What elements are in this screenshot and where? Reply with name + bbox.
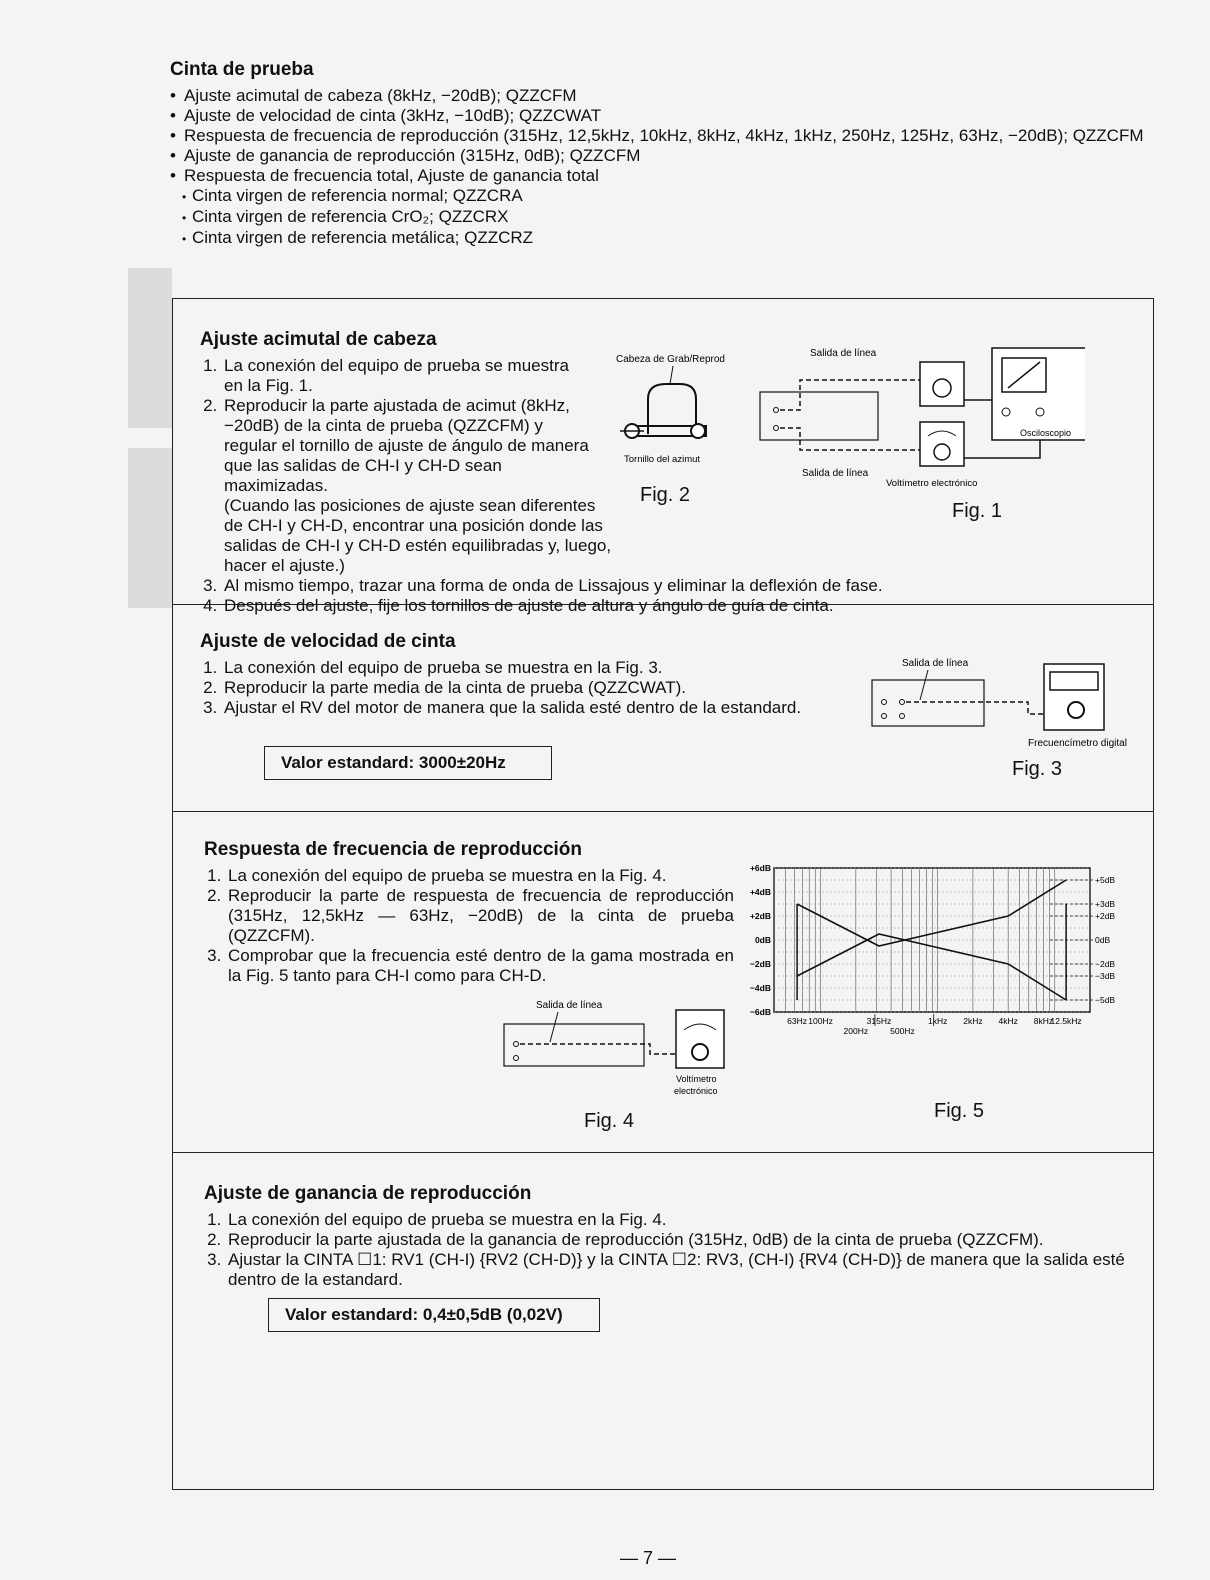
y-right-tick-label: 0dB	[1095, 935, 1111, 945]
y-right-tick-label: +3dB	[1095, 899, 1116, 909]
jack-icon	[774, 408, 779, 413]
x-tick-label: 500Hz	[890, 1026, 915, 1036]
sub-list-item: • Cinta virgen de referencia normal; QZZCRA	[170, 186, 1150, 207]
step: 1. La conexión del equipo de prueba se muestra en la Fig. 3.	[222, 658, 850, 678]
y-tick-label: +4dB	[749, 887, 771, 897]
y-tick-label: −6dB	[749, 1007, 771, 1017]
y-tick-label: −2dB	[749, 959, 771, 969]
fig5-frequency-chart	[736, 862, 1136, 1058]
list-item: • Respuesta de frecuencia de reproducción (315Hz, 12,5kHz, 10kHz, 8kHz, 4kHz, 1kHz, 250Hz, 125Hz, 63Hz, −20dB); QZZCFM	[170, 126, 1150, 146]
x-tick-label: 100Hz	[808, 1016, 833, 1026]
test-tapes-list	[170, 86, 1150, 249]
fig3-counter: Frecuencímetro digital	[1028, 738, 1127, 749]
speed-steps	[200, 658, 850, 718]
fig2-head-diagram	[608, 344, 738, 474]
fig1-oscilloscope: Osciloscopio	[1020, 428, 1072, 438]
y-right-tick-label: −3dB	[1095, 971, 1116, 981]
jack-icon	[514, 1042, 519, 1047]
fig2-label: Fig. 2	[640, 484, 691, 506]
step: 3. Ajustar la CINTA ☐1: RV1 (CH-I) {RV2 (CH-D)} y la CINTA ☐2: RV3, (CH-I) {RV4 (CH-D)} de manera que la salida esté dentro de la estandard.	[226, 1250, 1144, 1290]
fig4-line-out: Salida de línea	[536, 1000, 603, 1011]
series-line	[797, 934, 1066, 1000]
x-tick-label: 1kHz	[927, 1016, 948, 1026]
x-tick-label: 2kHz	[963, 1016, 983, 1026]
test-tapes-title: Cinta de prueba	[170, 59, 314, 80]
speed-standard-box: Valor estandard: 3000±20Hz	[264, 746, 552, 780]
x-tick-label: 12.5kHz	[1050, 1016, 1082, 1026]
speed-title: Ajuste de velocidad de cinta	[200, 631, 456, 652]
step: 2. Reproducir la parte de respuesta de frecuencia de reproducción (315Hz, 12,5kHz — 63Hz, −20dB) de la cinta de prueba (QZZCFM).	[226, 886, 734, 946]
side-tab-ghost	[128, 268, 172, 428]
x-tick-label: 8kHz	[1033, 1016, 1054, 1026]
fig1-connection-diagram	[740, 340, 1085, 500]
test-tapes-section	[170, 60, 1150, 249]
step	[222, 356, 592, 396]
jack-icon	[514, 1056, 519, 1061]
cable-upper	[780, 380, 922, 410]
sub-list-item: • Cinta virgen de referencia metálica; QZZCRZ	[170, 228, 1150, 249]
speed-section	[200, 632, 850, 718]
list-item: • Ajuste de ganancia de reproducción (315Hz, 0dB); QZZCFM	[170, 146, 1150, 166]
jack-icon	[882, 700, 887, 705]
x-tick-label: 315Hz	[866, 1016, 892, 1026]
step: 2. Reproducir la parte media de la cinta de prueba (QZZCWAT).	[222, 678, 850, 698]
fig4-leader	[550, 1012, 558, 1042]
series-line	[797, 880, 1066, 946]
gain-standard-box: Valor estandard: 0,4±0,5dB (0,02V)	[268, 1298, 600, 1332]
page-number: — 7 —	[620, 1548, 677, 1568]
y-right-tick-label: +2dB	[1095, 911, 1116, 921]
freq-steps	[204, 866, 734, 986]
step: 1. La conexión del equipo de prueba se muestra en la Fig. 4.	[226, 1210, 1144, 1230]
y-right-tick-label: −2dB	[1095, 959, 1116, 969]
step: 2. Reproducir la parte ajustada de la ganancia de reproducción (315Hz, 0dB) de la cinta de prueba (QZZCFM).	[226, 1230, 1144, 1250]
fig1-line-out-bottom: Salida de línea	[802, 468, 869, 479]
gain-section	[204, 1184, 1144, 1290]
fig4-voltmeter-1: Voltímetro	[676, 1074, 717, 1084]
cable	[906, 702, 1054, 714]
list-item: • Respuesta de frecuencia total, Ajuste de ganancia total	[170, 166, 1150, 186]
y-right-tick-label: −5dB	[1095, 995, 1116, 1005]
fig3-connection-diagram	[868, 652, 1138, 752]
section-divider	[172, 1152, 1154, 1153]
step	[222, 596, 990, 616]
gain-title: Ajuste de ganancia de reproducción	[204, 1183, 532, 1204]
x-tick-label: 63Hz	[787, 1016, 808, 1026]
step-text: Después del ajuste, fije los tornillos de ajuste de altura y ángulo de guía de cinta.	[224, 596, 834, 615]
fig2-head-label: Cabeza de Grab/Reprod	[616, 354, 725, 365]
fig3-leader	[920, 670, 928, 700]
oscilloscope-icon	[992, 348, 1085, 440]
y-tick-label: 0dB	[754, 935, 771, 945]
y-tick-label: +6dB	[749, 863, 771, 873]
section-divider	[172, 811, 1154, 812]
deck-unit	[504, 1024, 644, 1066]
fig1-voltmeter: Voltímetro electrónico	[886, 478, 978, 489]
deck-unit	[760, 392, 878, 440]
jack-icon	[900, 714, 905, 719]
fig1-line-out-top: Salida de línea	[810, 348, 877, 359]
step: 3. Ajustar el RV del motor de manera que la salida esté dentro de la estandard.	[222, 698, 850, 718]
fig4-label: Fig. 4	[584, 1110, 635, 1132]
y-right-tick-label: +5dB	[1095, 875, 1116, 885]
azimuth-title: Ajuste acimutal de cabeza	[200, 329, 437, 350]
jack-icon	[882, 714, 887, 719]
jack-icon	[774, 426, 779, 431]
step: 3. Comprobar que la frecuencia esté dentro de la gama mostrada en la Fig. 5 tanto para CH-I como para CH-D.	[226, 946, 734, 986]
fig4-voltmeter-2: electrónico	[674, 1086, 718, 1096]
fig1-label: Fig. 1	[952, 500, 1003, 522]
step	[222, 576, 990, 596]
freq-section	[204, 840, 734, 986]
cable-lower	[780, 428, 922, 450]
list-item: • Ajuste acimutal de cabeza (8kHz, −20dB); QZZCFM	[170, 86, 1150, 106]
x-tick-label: 200Hz	[843, 1026, 869, 1036]
screw-icon	[691, 424, 705, 438]
step: 1. La conexión del equipo de prueba se muestra en la Fig. 4.	[226, 866, 734, 886]
fig3-label: Fig. 3	[1012, 758, 1063, 780]
y-tick-label: +2dB	[749, 911, 771, 921]
x-tick-label: 4kHz	[998, 1016, 1018, 1026]
jack-icon	[900, 700, 905, 705]
gain-steps	[204, 1210, 1144, 1290]
head-leader	[670, 366, 673, 384]
fig5-label: Fig. 5	[934, 1100, 985, 1122]
voltmeter-top	[920, 362, 964, 406]
sub-list-item: • Cinta virgen de referencia CrO₂; QZZCRX	[170, 207, 1150, 228]
fig4-connection-diagram	[500, 996, 750, 1104]
y-tick-label: −4dB	[749, 983, 771, 993]
list-item: • Ajuste de velocidad de cinta (3kHz, −10dB); QZZCWAT	[170, 106, 1150, 126]
step-text: Al mismo tiempo, trazar una forma de onda de Lissajous y eliminar la deflexión de fase.	[224, 576, 883, 595]
deck-unit	[872, 680, 984, 726]
cable	[520, 1044, 678, 1054]
fig3-line-out: Salida de línea	[902, 658, 969, 669]
step-note: (Cuando las posiciones de ajuste sean diferentes de CH-I y CH-D, encontrar una posición donde las salidas de CH-I y CH-D estén equilibradas y, luego, hacer el ajuste.)	[224, 496, 612, 575]
step-text: La conexión del equipo de prueba se muestra en la Fig. 1.	[224, 356, 569, 395]
frequency-counter-icon	[1044, 664, 1104, 730]
freq-title: Respuesta de frecuencia de reproducción	[204, 839, 583, 860]
step-text: 2. Reproducir la parte ajustada de acimut (8kHz, −20dB) de la cinta de prueba (QZZCFM) y regular el tornillo de ajuste de ángulo de manera que las salidas de CH-I y CH-D sean maximizadas.	[224, 396, 589, 495]
fig2-screw-label: Tornillo del azimut	[624, 454, 701, 465]
side-tab-ghost-2	[128, 448, 172, 608]
